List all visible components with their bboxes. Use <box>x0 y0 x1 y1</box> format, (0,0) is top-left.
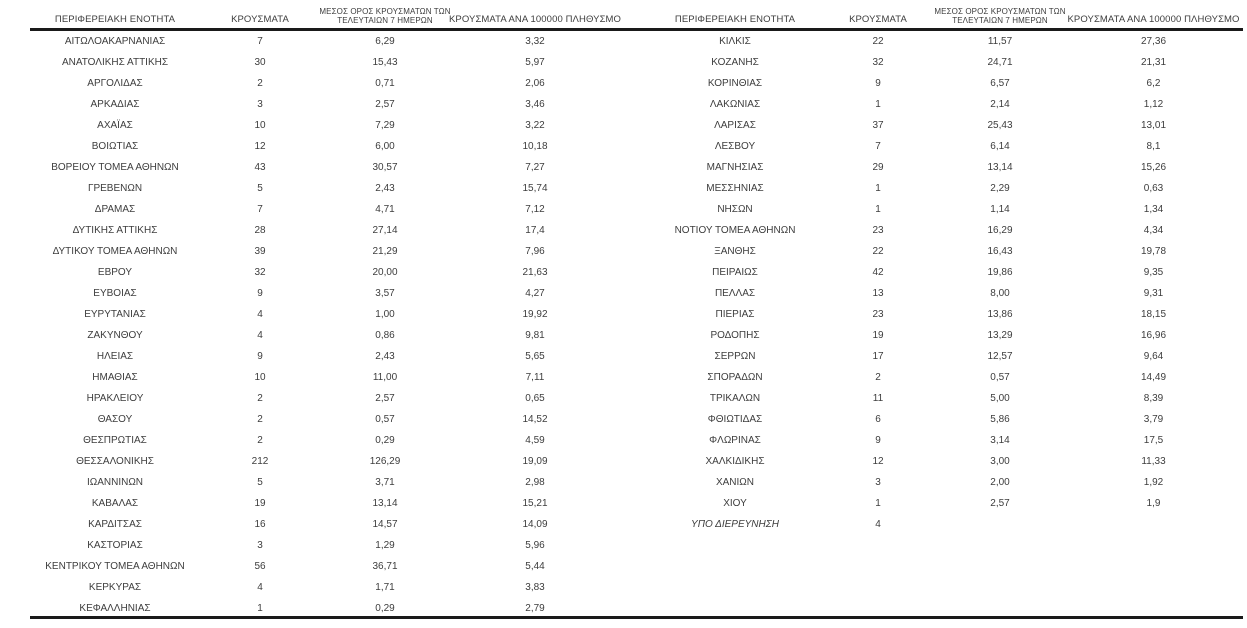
per100k-value-cell: 2,06 <box>525 78 545 89</box>
avg7-value-cell: 1,29 <box>375 540 395 551</box>
region-name-cell: ΑΙΤΩΛΟΑΚΑΡΝΑΝΙΑΣ <box>64 36 166 47</box>
per100k-value-cell: 10,18 <box>522 141 548 152</box>
avg7-value-cell: 2,00 <box>990 477 1010 488</box>
cases-value-cell: 2 <box>257 393 263 404</box>
per100k-value-cell: 19,78 <box>1140 246 1167 257</box>
cases-value-cell: 19 <box>254 498 266 509</box>
per100k-value-cell: 21,31 <box>1140 57 1167 68</box>
per100k-value-cell: 1,34 <box>1143 204 1164 215</box>
table-row <box>650 304 1243 325</box>
cases-value-cell: 10 <box>254 120 266 131</box>
region-name-cell: ΒΟΡΕΙΟΥ ΤΟΜΕΑ ΑΘΗΝΩΝ <box>51 162 179 173</box>
table-row <box>30 52 620 73</box>
cases-value-cell: 3 <box>257 99 263 110</box>
avg7-value-cell: 0,86 <box>375 330 395 341</box>
cases-value-cell: 9 <box>875 78 881 89</box>
per100k-value-cell: 1,9 <box>1146 498 1161 509</box>
region-name-cell: ΕΥΡΥΤΑΝΙΑΣ <box>84 309 146 320</box>
region-name-cell: ΥΠΟ ΔΙΕΡΕΥΝΗΣΗ <box>691 519 779 530</box>
avg7-value-cell: 8,00 <box>990 288 1010 299</box>
per100k-value-cell: 17,5 <box>1143 435 1164 446</box>
avg7-value-cell: 2,57 <box>375 393 395 404</box>
region-name-cell: ΞΑΝΘΗΣ <box>714 246 756 257</box>
cases-value-cell: 32 <box>872 57 884 68</box>
per100k-value-cell: 8,39 <box>1143 393 1164 404</box>
per100k-value-cell: 15,74 <box>522 183 548 194</box>
avg7-value-cell: 2,14 <box>990 99 1010 110</box>
avg7-value-cell: 15,43 <box>372 57 398 68</box>
per100k-value-cell: 7,27 <box>525 162 545 173</box>
per100k-value-cell: 6,2 <box>1146 78 1161 89</box>
cases-value-cell: 12 <box>872 456 884 467</box>
per100k-value-cell: 15,26 <box>1140 162 1167 173</box>
table-row <box>30 94 620 115</box>
cases-value-cell: 16 <box>254 519 266 530</box>
table-row <box>30 136 620 157</box>
column-header-avg7-line1: ΜΕΣΟΣ ΟΡΟΣ ΚΡΟΥΣΜΑΤΩΝ ΤΩΝ <box>319 7 451 16</box>
region-name-cell: ΗΜΑΘΙΑΣ <box>92 372 138 383</box>
column-header-region: ΠΕΡΙΦΕΡΕΙΑΚΗ ΕΝΟΤΗΤΑ <box>674 14 796 25</box>
table-row <box>30 388 620 409</box>
region-name-cell: ΑΡΚΑΔΙΑΣ <box>90 99 140 110</box>
region-name-cell: ΚΕΡΚΥΡΑΣ <box>88 582 142 593</box>
table-row <box>650 220 1243 241</box>
avg7-value-cell: 6,57 <box>990 78 1010 89</box>
table-row <box>650 346 1243 367</box>
avg7-value-cell: 20,00 <box>372 267 398 278</box>
avg7-value-cell: 2,57 <box>990 498 1010 509</box>
region-name-cell: ΛΑΚΩΝΙΑΣ <box>709 99 761 110</box>
table-row <box>650 241 1243 262</box>
per100k-value-cell: 4,59 <box>525 435 545 446</box>
per100k-value-cell: 3,22 <box>525 120 545 131</box>
table-row <box>30 472 620 493</box>
avg7-value-cell: 1,00 <box>375 309 395 320</box>
avg7-value-cell: 36,71 <box>372 561 398 572</box>
region-name-cell: ΑΝΑΤΟΛΙΚΗΣ ΑΤΤΙΚΗΣ <box>61 57 169 68</box>
per100k-value-cell: 0,63 <box>1143 183 1164 194</box>
avg7-value-cell: 24,71 <box>987 57 1013 68</box>
right-table-rows <box>650 31 1243 535</box>
table-row <box>30 346 620 367</box>
table-header <box>30 0 620 28</box>
per100k-value-cell: 2,98 <box>525 477 545 488</box>
cases-value-cell: 2 <box>257 435 263 446</box>
table-row <box>30 451 620 472</box>
avg7-value-cell: 3,71 <box>375 477 395 488</box>
cases-value-cell: 1 <box>257 603 263 614</box>
avg7-value-cell: 1,14 <box>990 204 1010 215</box>
per100k-value-cell: 9,35 <box>1143 267 1164 278</box>
cases-value-cell: 10 <box>254 372 266 383</box>
region-name-cell: ΑΧΑΪΑΣ <box>97 120 133 131</box>
cases-value-cell: 7 <box>875 141 881 152</box>
table-row <box>30 262 620 283</box>
table-row <box>30 493 620 514</box>
cases-value-cell: 13 <box>872 288 884 299</box>
cases-value-cell: 12 <box>254 141 266 152</box>
per100k-value-cell: 11,33 <box>1141 456 1166 467</box>
table-row <box>30 409 620 430</box>
table-row <box>30 115 620 136</box>
avg7-value-cell: 0,57 <box>375 414 395 425</box>
per100k-value-cell: 14,52 <box>522 414 548 425</box>
region-name-cell: ΠΕΛΛΑΣ <box>714 288 756 299</box>
table-row <box>30 73 620 94</box>
per100k-value-cell: 19,09 <box>522 456 548 467</box>
column-header-avg7-line2: ΤΕΛΕΥΤΑΙΩΝ 7 ΗΜΕΡΩΝ <box>952 15 1048 25</box>
per100k-value-cell: 8,1 <box>1146 141 1161 152</box>
avg7-value-cell: 13,14 <box>987 162 1013 173</box>
table-row <box>650 94 1243 115</box>
avg7-value-cell: 14,57 <box>372 519 398 530</box>
per100k-value-cell: 15,21 <box>522 498 548 509</box>
region-name-cell: ΚΑΣΤΟΡΙΑΣ <box>87 540 143 551</box>
region-name-cell: ΗΛΕΙΑΣ <box>96 351 134 362</box>
per100k-value-cell: 3,83 <box>525 582 545 593</box>
per100k-value-cell: 7,11 <box>525 372 545 383</box>
region-name-cell: ΣΕΡΡΩΝ <box>714 351 756 362</box>
region-name-cell: ΙΩΑΝΝΙΝΩΝ <box>86 477 144 488</box>
cases-value-cell: 7 <box>257 204 263 215</box>
avg7-value-cell: 16,29 <box>987 225 1013 236</box>
per100k-value-cell: 14,09 <box>522 519 548 530</box>
cases-value-cell: 4 <box>257 309 263 320</box>
cases-value-cell: 2 <box>257 414 263 425</box>
cases-value-cell: 30 <box>254 57 266 68</box>
cases-value-cell: 2 <box>257 78 263 89</box>
column-header-per100k: ΚΡΟΥΣΜΑΤΑ ΑΝΑ 100000 ΠΛΗΘΥΣΜΟ <box>448 14 622 25</box>
avg7-value-cell: 5,86 <box>990 414 1010 425</box>
avg7-value-cell: 0,71 <box>375 78 395 89</box>
per100k-value-cell: 2,79 <box>525 603 545 614</box>
per100k-value-cell: 5,96 <box>525 540 545 551</box>
table-row <box>30 220 620 241</box>
avg7-value-cell: 11,57 <box>987 36 1013 47</box>
avg7-value-cell: 2,29 <box>990 183 1010 194</box>
cases-value-cell: 22 <box>872 246 884 257</box>
table-row <box>30 178 620 199</box>
avg7-value-cell: 2,57 <box>375 99 395 110</box>
avg7-value-cell: 13,86 <box>987 309 1013 320</box>
per100k-value-cell: 16,96 <box>1140 330 1167 341</box>
cases-value-cell: 32 <box>254 267 266 278</box>
per100k-value-cell: 4,34 <box>1143 225 1164 236</box>
region-name-cell: ΔΡΑΜΑΣ <box>94 204 136 215</box>
table-row <box>30 31 620 52</box>
cases-value-cell: 9 <box>875 435 881 446</box>
cases-value-cell: 43 <box>254 162 266 173</box>
table-row <box>650 136 1243 157</box>
cases-value-cell: 11 <box>872 393 884 404</box>
cases-value-cell: 212 <box>251 456 269 467</box>
avg7-value-cell: 21,29 <box>372 246 398 257</box>
cases-value-cell: 17 <box>872 351 884 362</box>
table-row <box>650 409 1243 430</box>
cases-value-cell: 1 <box>875 183 881 194</box>
table-row <box>650 367 1243 388</box>
cases-value-cell: 3 <box>257 540 263 551</box>
region-name-cell: ΛΕΣΒΟΥ <box>714 141 756 152</box>
cases-value-cell: 23 <box>872 309 884 320</box>
region-name-cell: ΚΙΛΚΙΣ <box>719 36 751 47</box>
table-row <box>650 472 1243 493</box>
table-row <box>30 304 620 325</box>
avg7-value-cell: 16,43 <box>987 246 1013 257</box>
per100k-value-cell: 13,01 <box>1140 120 1167 131</box>
avg7-value-cell: 6,29 <box>375 36 395 47</box>
cases-value-cell: 6 <box>875 414 881 425</box>
region-name-cell: ΖΑΚΥΝΘΟΥ <box>87 330 143 341</box>
per100k-value-cell: 7,96 <box>525 246 545 257</box>
table-row <box>650 283 1243 304</box>
table-row <box>30 199 620 220</box>
table-row <box>650 262 1243 283</box>
table-row <box>30 157 620 178</box>
table-row <box>650 199 1243 220</box>
avg7-value-cell: 0,57 <box>990 372 1010 383</box>
avg7-value-cell: 3,57 <box>375 288 395 299</box>
per100k-value-cell: 18,15 <box>1140 309 1167 320</box>
left-table-rows <box>30 31 620 619</box>
region-name-cell: ΑΡΓΟΛΙΔΑΣ <box>87 78 143 89</box>
cases-value-cell: 5 <box>257 183 263 194</box>
table-row <box>650 31 1243 52</box>
cases-value-cell: 42 <box>872 267 884 278</box>
region-name-cell: ΕΒΡΟΥ <box>97 267 133 278</box>
per100k-value-cell: 9,81 <box>525 330 545 341</box>
region-name-cell: ΚΟΡΙΝΘΙΑΣ <box>707 78 763 89</box>
table-row <box>650 388 1243 409</box>
cases-value-cell: 3 <box>875 477 881 488</box>
region-name-cell: ΘΕΣΠΡΩΤΙΑΣ <box>83 435 147 446</box>
column-header-avg7-line2: ΤΕΛΕΥΤΑΙΩΝ 7 ΗΜΕΡΩΝ <box>337 15 433 25</box>
table-header <box>650 0 1243 28</box>
column-header-per100k: ΚΡΟΥΣΜΑΤΑ ΑΝΑ 100000 ΠΛΗΘΥΣΜΟ <box>1067 14 1240 25</box>
column-header-region: ΠΕΡΙΦΕΡΕΙΑΚΗ ΕΝΟΤΗΤΑ <box>54 14 176 25</box>
avg7-value-cell: 30,57 <box>372 162 398 173</box>
per100k-value-cell: 9,64 <box>1143 351 1164 362</box>
table-row <box>650 52 1243 73</box>
region-name-cell: ΚΕΦΑΛΛΗΝΙΑΣ <box>79 603 151 614</box>
avg7-value-cell: 13,29 <box>987 330 1013 341</box>
table-row <box>30 535 620 556</box>
cases-value-cell: 7 <box>257 36 263 47</box>
region-name-cell: ΗΡΑΚΛΕΙΟΥ <box>86 393 144 404</box>
table-row <box>30 577 620 598</box>
table-row <box>30 367 620 388</box>
avg7-value-cell: 1,71 <box>375 582 395 593</box>
column-header-avg7-line1: ΜΕΣΟΣ ΟΡΟΣ ΚΡΟΥΣΜΑΤΩΝ ΤΩΝ <box>934 7 1066 16</box>
cases-value-cell: 1 <box>875 99 881 110</box>
per100k-value-cell: 5,44 <box>525 561 545 572</box>
per100k-value-cell: 14,49 <box>1140 372 1167 383</box>
table-row <box>650 73 1243 94</box>
cases-value-cell: 1 <box>875 204 881 215</box>
per100k-value-cell: 3,79 <box>1143 414 1164 425</box>
cases-value-cell: 28 <box>254 225 266 236</box>
avg7-value-cell: 2,43 <box>375 183 395 194</box>
region-name-cell: ΤΡΙΚΑΛΩΝ <box>709 393 761 404</box>
cases-value-cell: 4 <box>875 519 881 530</box>
cases-value-cell: 19 <box>872 330 884 341</box>
avg7-value-cell: 27,14 <box>372 225 398 236</box>
cases-value-cell: 56 <box>254 561 266 572</box>
region-name-cell: ΦΛΩΡΙΝΑΣ <box>709 435 761 446</box>
region-name-cell: ΚΕΝΤΡΙΚΟΥ ΤΟΜΕΑ ΑΘΗΝΩΝ <box>45 561 185 572</box>
table-row <box>650 325 1243 346</box>
avg7-value-cell: 2,43 <box>375 351 395 362</box>
table-row <box>30 325 620 346</box>
table-row <box>30 241 620 262</box>
region-name-cell: ΡΟΔΟΠΗΣ <box>710 330 760 341</box>
per100k-value-cell: 17,4 <box>525 225 545 236</box>
per100k-value-cell: 5,97 <box>525 57 545 68</box>
per100k-value-cell: 7,12 <box>525 204 545 215</box>
avg7-value-cell: 0,29 <box>375 603 395 614</box>
avg7-value-cell: 7,29 <box>375 120 395 131</box>
per100k-value-cell: 3,32 <box>525 36 545 47</box>
region-name-cell: ΧΑΛΚΙΔΙΚΗΣ <box>705 456 765 467</box>
region-name-cell: ΚΟΖΑΝΗΣ <box>711 57 759 68</box>
region-name-cell: ΦΘΙΩΤΙΔΑΣ <box>707 414 763 425</box>
per100k-value-cell: 27,36 <box>1140 36 1167 47</box>
cases-value-cell: 29 <box>872 162 884 173</box>
per100k-value-cell: 4,27 <box>525 288 545 299</box>
avg7-value-cell: 13,14 <box>372 498 398 509</box>
cases-value-cell: 9 <box>257 288 263 299</box>
region-name-cell: ΔΥΤΙΚΟΥ ΤΟΜΕΑ ΑΘΗΝΩΝ <box>52 246 178 257</box>
per100k-value-cell: 9,31 <box>1143 288 1164 299</box>
region-name-cell: ΝΗΣΩΝ <box>717 204 753 215</box>
per100k-value-cell: 19,92 <box>522 309 548 320</box>
table-row <box>30 514 620 535</box>
per100k-value-cell: 0,65 <box>525 393 545 404</box>
avg7-value-cell: 0,29 <box>375 435 395 446</box>
region-name-cell: ΜΑΓΝΗΣΙΑΣ <box>706 162 764 173</box>
region-name-cell: ΒΟΙΩΤΙΑΣ <box>91 141 139 152</box>
avg7-value-cell: 19,86 <box>987 267 1013 278</box>
table-row <box>30 598 620 619</box>
region-name-cell: ΧΑΝΙΩΝ <box>715 477 755 488</box>
table-row <box>650 115 1243 136</box>
column-header-avg7 <box>320 0 450 28</box>
region-name-cell: ΛΑΡΙΣΑΣ <box>714 120 756 131</box>
cases-value-cell: 9 <box>257 351 263 362</box>
avg7-value-cell: 6,14 <box>990 141 1010 152</box>
region-name-cell: ΘΑΣΟΥ <box>97 414 133 425</box>
table-row <box>30 283 620 304</box>
region-name-cell: ΘΕΣΣΑΛΟΝΙΚΗΣ <box>76 456 154 467</box>
avg7-value-cell: 3,00 <box>990 456 1010 467</box>
avg7-value-cell: 11,00 <box>372 372 398 383</box>
cases-value-cell: 4 <box>257 330 263 341</box>
avg7-value-cell: 5,00 <box>990 393 1010 404</box>
region-name-cell: ΚΑΡΔΙΤΣΑΣ <box>88 519 142 530</box>
region-name-cell: ΠΕΙΡΑΙΩΣ <box>712 267 758 278</box>
region-name-cell: ΧΙΟΥ <box>723 498 747 509</box>
cases-value-cell: 4 <box>257 582 263 593</box>
region-name-cell: ΓΡΕΒΕΝΩΝ <box>87 183 143 194</box>
per100k-value-cell: 1,92 <box>1143 477 1164 488</box>
per100k-value-cell: 5,65 <box>525 351 545 362</box>
regional-cases-table-left <box>30 0 620 619</box>
avg7-value-cell: 3,14 <box>990 435 1010 446</box>
table-row <box>650 430 1243 451</box>
cases-value-cell: 37 <box>872 120 884 131</box>
regional-cases-table-right <box>650 0 1243 535</box>
cases-value-cell: 23 <box>872 225 884 236</box>
table-row <box>650 493 1243 514</box>
column-header-cases: ΚΡΟΥΣΜΑΤΑ <box>231 14 289 25</box>
cases-value-cell: 22 <box>872 36 884 47</box>
per100k-value-cell: 21,63 <box>522 267 548 278</box>
per100k-value-cell: 1,12 <box>1143 99 1164 110</box>
region-name-cell: ΣΠΟΡΑΔΩΝ <box>707 372 763 383</box>
table-row <box>650 178 1243 199</box>
region-name-cell: ΕΥΒΟΙΑΣ <box>93 288 137 299</box>
table-row <box>650 451 1243 472</box>
table-row <box>30 556 620 577</box>
cases-value-cell: 39 <box>254 246 266 257</box>
cases-value-cell: 2 <box>875 372 881 383</box>
column-header-avg7 <box>936 0 1064 28</box>
table-row <box>650 157 1243 178</box>
table-row <box>650 514 1243 535</box>
avg7-value-cell: 6,00 <box>375 141 395 152</box>
per100k-value-cell: 3,46 <box>525 99 545 110</box>
avg7-value-cell: 25,43 <box>987 120 1013 131</box>
cases-value-cell: 5 <box>257 477 263 488</box>
avg7-value-cell: 12,57 <box>987 351 1013 362</box>
table-row <box>30 430 620 451</box>
region-name-cell: ΔΥΤΙΚΗΣ ΑΤΤΙΚΗΣ <box>72 225 158 236</box>
avg7-value-cell: 4,71 <box>375 204 395 215</box>
cases-value-cell: 1 <box>875 498 881 509</box>
region-name-cell: ΝΟΤΙΟΥ ΤΟΜΕΑ ΑΘΗΝΩΝ <box>674 225 796 236</box>
region-name-cell: ΜΕΣΣΗΝΙΑΣ <box>706 183 764 194</box>
avg7-value-cell: 126,29 <box>369 456 401 467</box>
column-header-cases: ΚΡΟΥΣΜΑΤΑ <box>849 14 907 25</box>
region-name-cell: ΚΑΒΑΛΑΣ <box>91 498 139 509</box>
region-name-cell: ΠΙΕΡΙΑΣ <box>715 309 755 320</box>
